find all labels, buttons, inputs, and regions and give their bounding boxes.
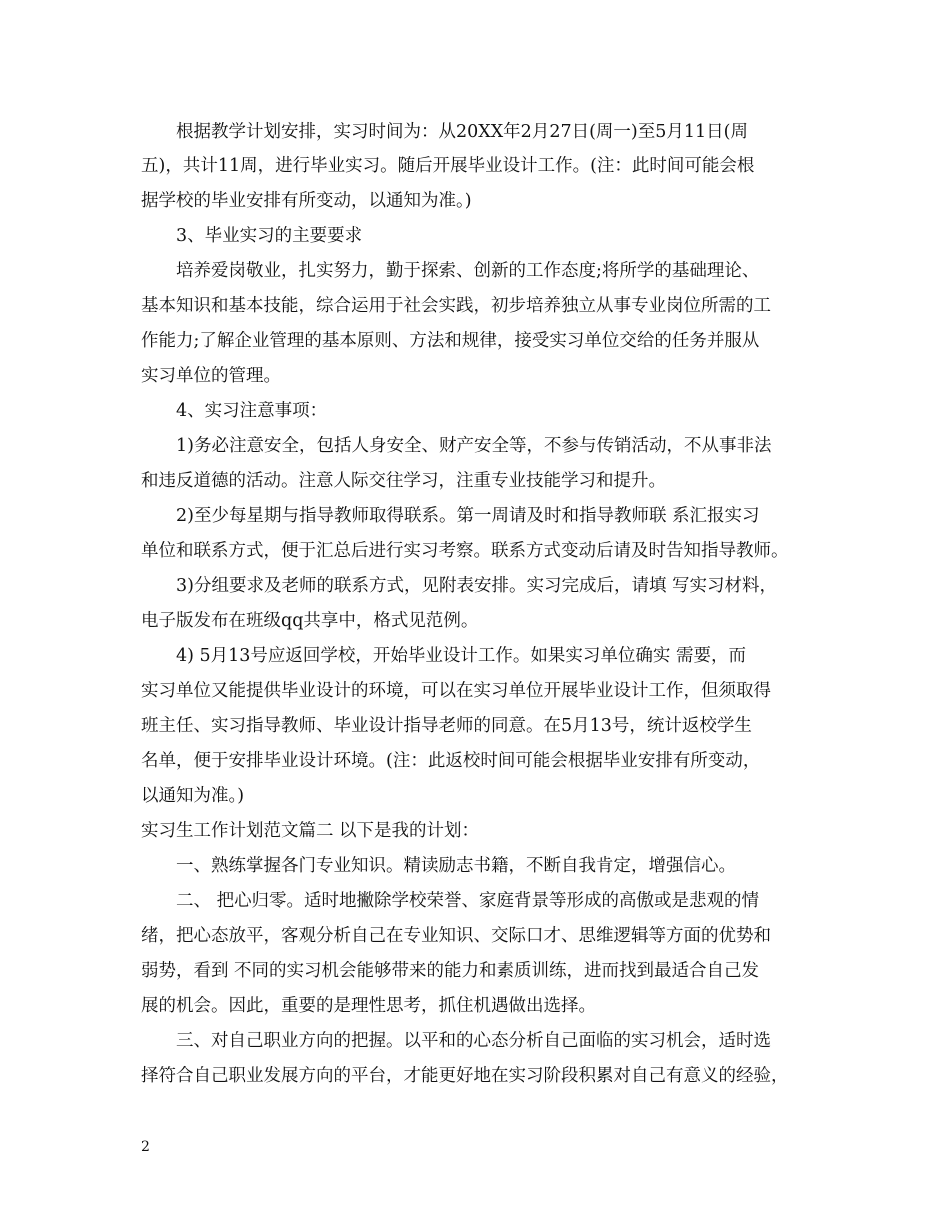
page-number: 2	[141, 1139, 150, 1155]
article-title: 实习生工作计划范文篇二 以下是我的计划：	[141, 821, 480, 841]
paragraph-line: 根据教学计划安排，实习时间为：从20XX年2月27日(周一)至5月11日(周	[176, 122, 748, 142]
paragraph-line: 3)分组要求及老师的联系方式，见附表安排。实习完成后，请填 写实习材料，	[176, 576, 778, 596]
paragraph-line: 据学校的毕业安排有所变动，以通知为准。)	[141, 191, 472, 211]
paragraph-line: 名单，便于安排毕业设计环境。(注：此返校时间可能会根据毕业安排有所变动，	[141, 751, 761, 771]
section-heading: 4、实习注意事项：	[176, 401, 328, 421]
paragraph-line: 基本知识和基本技能，综合运用于社会实践，初步培养独立从事专业岗位所需的工	[141, 296, 771, 316]
paragraph-line: 培养爱岗敬业，扎实努力，勤于探索、创新的工作态度;将所学的基础理论、	[176, 261, 760, 281]
paragraph-line: 五)，共计11周，进行毕业实习。随后开展毕业设计工作。(注：此时间可能会根	[141, 156, 755, 176]
section-heading: 3、毕业实习的主要要求	[176, 226, 363, 246]
paragraph-line: 班主任、实习指导教师、毕业设计指导老师的同意。在5月13号，统计返校学生	[141, 716, 752, 736]
paragraph-line: 二、 把心归零。适时地撇除学校荣誉、家庭背景等形成的高傲或是悲观的情	[176, 891, 760, 911]
paragraph-line: 实习单位又能提供毕业设计的环境，可以在实习单位开展毕业设计工作，但须取得	[141, 681, 771, 701]
paragraph-line: 以通知为准。)	[141, 786, 245, 806]
paragraph-line: 实习单位的管理。	[141, 366, 281, 386]
paragraph-line: 绪，把心态放平，客观分析自己在专业知识、交际口才、思维逻辑等方面的优势和	[141, 926, 771, 946]
paragraph-line: 电子版发布在班级qq共享中，格式见范例。	[141, 611, 479, 631]
paragraph-line: 弱势，看到 不同的实习机会能够带来的能力和素质训练，进而找到最适合自己发	[141, 961, 760, 981]
paragraph-line: 一、熟练掌握各门专业知识。精读励志书籍，不断自我肯定，增强信心。	[176, 856, 736, 876]
paragraph-line: 4) 5月13号应返回学校，开始毕业设计工作。如果实习单位确实 需要，而	[176, 646, 746, 666]
paragraph-line: 单位和联系方式，便于汇总后进行实习考察。联系方式变动后请及时告知指导教师。	[141, 541, 789, 561]
paragraph-line: 1)务必注意安全，包括人身安全、财产安全等，不参与传销活动，不从事非法	[176, 436, 772, 456]
paragraph-line: 作能力;了解企业管理的基本原则、方法和规律，接受实习单位交给的任务并服从	[141, 331, 760, 351]
paragraph-line: 择符合自己职业发展方向的平台，才能更好地在实习阶段积累对自己有意义的经验，	[141, 1066, 789, 1086]
paragraph-line: 展的机会。因此，重要的是理性思考，抓住机遇做出选择。	[141, 996, 596, 1016]
paragraph-line: 三、对自己职业方向的把握。以平和的心态分析自己面临的实习机会，适时选	[176, 1031, 771, 1051]
paragraph-line: 和违反道德的活动。注意人际交往学习，注重专业技能学习和提升。	[141, 471, 666, 491]
paragraph-line: 2)至少每星期与指导教师取得联系。第一周请及时和指导教师联 系汇报实习	[176, 506, 760, 526]
